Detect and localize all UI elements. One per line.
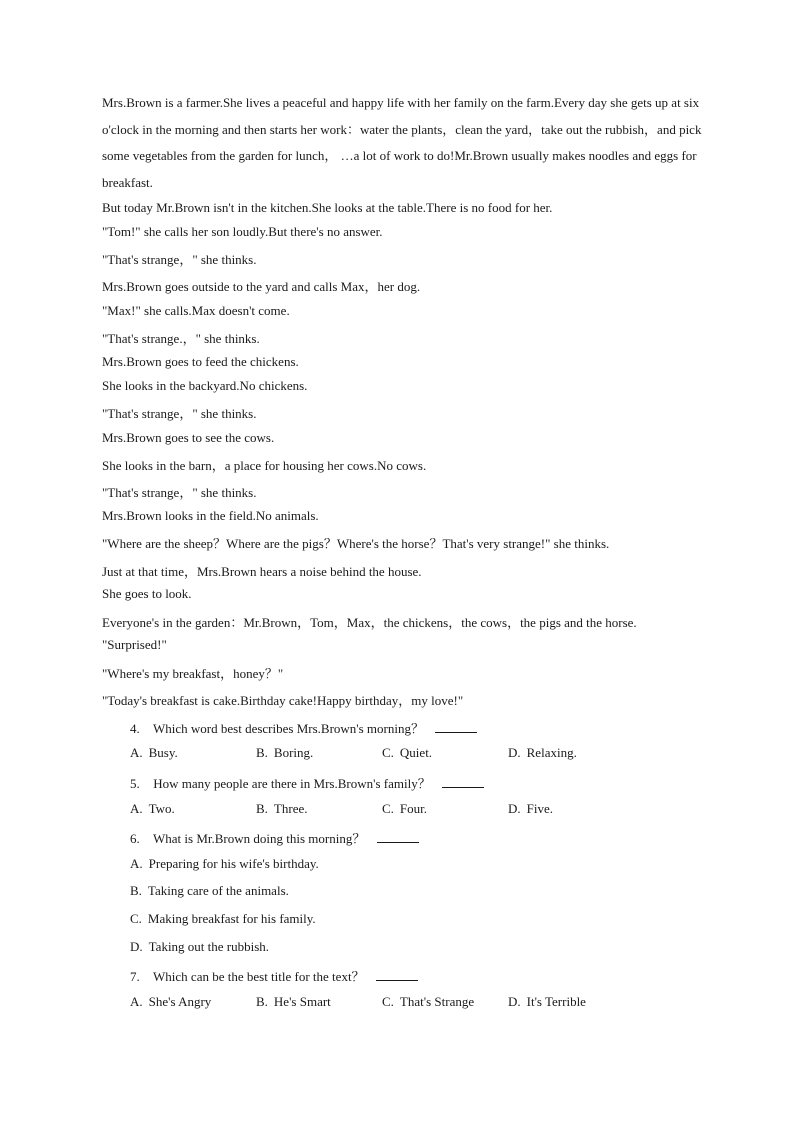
passage-line: Everyone's in the garden：Mr.Brown，Tom，Max，the chickens，the cows，the pigs and the horse. bbox=[102, 615, 637, 630]
passage-line: "Where's my breakfast，honey？" bbox=[102, 666, 284, 681]
option-c[interactable]: C. That's Strange bbox=[382, 994, 475, 1009]
passage-intro: Mrs.Brown is a farmer.She lives a peaceful and happy life with her family on the farm.Every day she gets up at six o'clock in the morning and then starts her work：water the plants，clean the yard，take out the rubbish，and pick some vegetables from the garden for lunch， …a lot of work to do!Mr.Brown usually makes noodles and eggs for breakfast. bbox=[102, 95, 702, 190]
passage-line: "That's strange，" she thinks. bbox=[102, 252, 257, 267]
option-a[interactable]: A. Busy. bbox=[130, 745, 178, 760]
option-b[interactable]: B. He's Smart bbox=[256, 994, 331, 1009]
question-text: Which can be the best title for the text？ bbox=[153, 969, 365, 984]
answer-blank[interactable] bbox=[377, 832, 419, 843]
option-d[interactable]: D. Relaxing. bbox=[508, 745, 577, 760]
passage-line: "Where are the sheep？Where are the pigs？Where's the horse？That's very strange!" she thinks. bbox=[102, 536, 610, 551]
option-c[interactable]: C. Quiet. bbox=[382, 745, 433, 760]
passage-line: "That's strange.，" she thinks. bbox=[102, 331, 260, 346]
question-5 bbox=[130, 773, 484, 792]
passage-line: Mrs.Brown goes to see the cows. bbox=[102, 430, 275, 445]
passage-line: But today Mr.Brown isn't in the kitchen.She looks at the table.There is no food for her. bbox=[102, 200, 553, 215]
question-7 bbox=[130, 966, 418, 985]
question-4-options bbox=[130, 745, 650, 763]
passage-line: "Today's breakfast is cake.Birthday cake!Happy birthday，my love!" bbox=[102, 693, 464, 708]
answer-blank[interactable] bbox=[435, 722, 477, 733]
answer-blank[interactable] bbox=[442, 777, 484, 788]
passage-line: "That's strange，" she thinks. bbox=[102, 485, 257, 500]
passage-line: She looks in the barn，a place for housing her cows.No cows. bbox=[102, 458, 427, 473]
option-d[interactable]: D. It's Terrible bbox=[508, 994, 586, 1009]
passage-line: She goes to look. bbox=[102, 586, 192, 601]
option-d[interactable]: D. Taking out the rubbish. bbox=[130, 939, 270, 954]
passage-line: "That's strange，" she thinks. bbox=[102, 406, 257, 421]
answer-blank[interactable] bbox=[376, 970, 418, 981]
option-b[interactable]: B. Boring. bbox=[256, 745, 314, 760]
question-4 bbox=[130, 718, 477, 737]
question-number: 6. bbox=[130, 831, 140, 846]
passage-line: Mrs.Brown goes to feed the chickens. bbox=[102, 354, 299, 369]
passage-line: "Max!" she calls.Max doesn't come. bbox=[102, 303, 290, 318]
option-d[interactable]: D. Five. bbox=[508, 801, 554, 816]
option-a[interactable]: A. Two. bbox=[130, 801, 175, 816]
option-c[interactable]: C. Four. bbox=[382, 801, 428, 816]
option-b[interactable]: B. Three. bbox=[256, 801, 308, 816]
question-5-options bbox=[130, 801, 650, 819]
passage-line: "Surprised!" bbox=[102, 637, 167, 652]
passage-line: Mrs.Brown goes outside to the yard and calls Max，her dog. bbox=[102, 279, 421, 294]
question-number: 4. bbox=[130, 721, 140, 736]
question-text: Which word best describes Mrs.Brown's morning？ bbox=[153, 721, 424, 736]
option-b[interactable]: B. Taking care of the animals. bbox=[130, 883, 289, 898]
passage-line: Mrs.Brown looks in the field.No animals. bbox=[102, 508, 319, 523]
question-7-options bbox=[130, 994, 650, 1012]
question-6 bbox=[130, 828, 419, 847]
passage-line: Just at that time，Mrs.Brown hears a noise behind the house. bbox=[102, 564, 422, 579]
passage-line: She looks in the backyard.No chickens. bbox=[102, 378, 308, 393]
option-a[interactable]: A. Preparing for his wife's birthday. bbox=[130, 856, 319, 871]
option-c[interactable]: C. Making breakfast for his family. bbox=[130, 911, 316, 926]
question-text: What is Mr.Brown doing this morning？ bbox=[153, 831, 366, 846]
question-number: 5. bbox=[130, 776, 140, 791]
question-text: How many people are there in Mrs.Brown's family？ bbox=[153, 776, 431, 791]
option-a[interactable]: A. She's Angry bbox=[130, 994, 212, 1009]
question-number: 7. bbox=[130, 969, 140, 984]
passage-line: "Tom!" she calls her son loudly.But there's no answer. bbox=[102, 224, 383, 239]
